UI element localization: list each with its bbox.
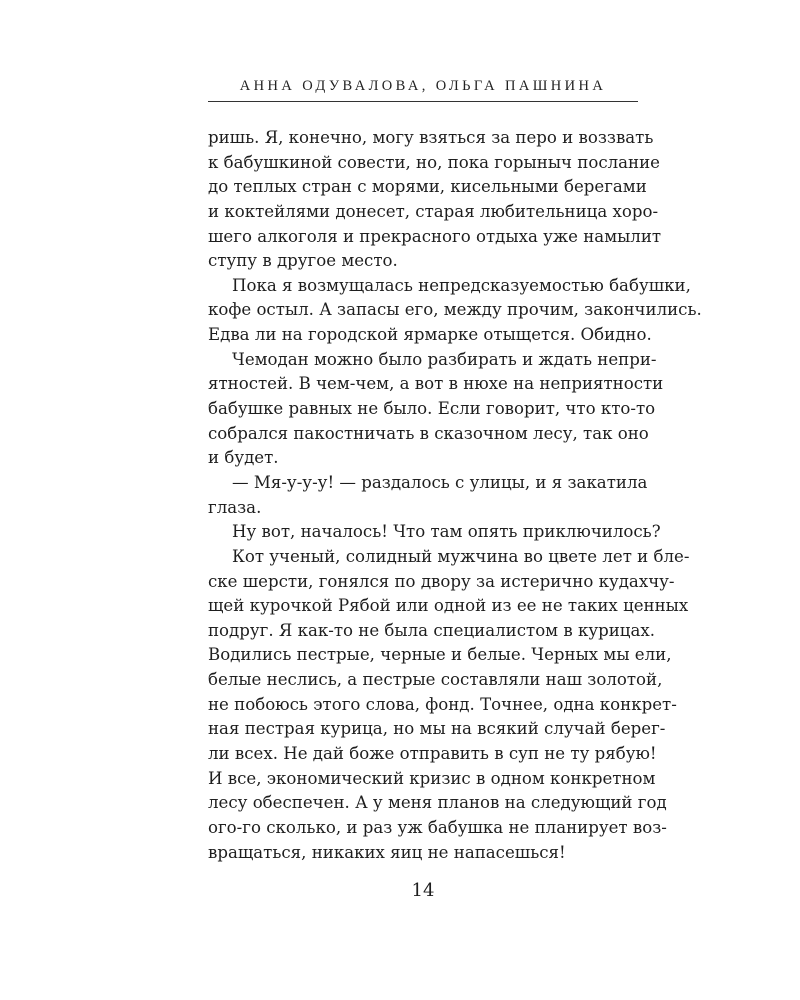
page-number: 14 [411, 880, 435, 901]
text-line: лесу обеспечен. А у меня планов на следующий год [208, 793, 667, 813]
running-head: АННА ОДУВАЛОВА, ОЛЬГА ПАШНИНА [239, 78, 607, 94]
text-line: ого-го сколько, и раз уж бабушка не планирует воз- [208, 817, 667, 837]
text-line: ли всех. Не дай боже отправить в суп не ту рябую! [208, 744, 657, 764]
text-line: ступу в другое место. [208, 251, 398, 271]
text-line: глаза. [208, 497, 262, 517]
text-line: белые неслись, а пестрые составляли наш золотой, [208, 670, 663, 690]
text-line: И все, экономический кризис в одном конкретном [208, 768, 656, 788]
text-line: Пока я возмущалась непредсказуемостью бабушки, [232, 275, 691, 295]
text-line: Водились пестрые, черные и белые. Черных мы ели, [208, 645, 672, 665]
text-line: ная пестрая курица, но мы на всякий случай берег- [208, 719, 666, 739]
text-line: шего алкоголя и прекрасного отдыха уже намылит [208, 226, 662, 246]
text-line: и коктейлями донесет, старая любительница хоро- [208, 201, 659, 221]
text-line: бабушке равных не было. Если говорит, что кто-то [208, 399, 656, 419]
text-line: до теплых стран с морями, кисельными берегами [208, 177, 647, 197]
header-rule [208, 101, 638, 102]
text-line: кофе остыл. А запасы его, между прочим, закончились. [208, 300, 702, 320]
text-line: Чемодан можно было разбирать и ждать непри- [232, 349, 657, 369]
text-line: не побоюсь этого слова, фонд. Точнее, одна конкрет- [208, 694, 677, 714]
text-body [208, 126, 702, 865]
text-line: подруг. Я как-то не была специалистом в курицах. [208, 620, 655, 640]
text-line: вращаться, никаких яиц не напасешься! [208, 842, 566, 862]
text-line: ришь. Я, конечно, могу взяться за перо и воззвать [208, 128, 654, 147]
text-line: Ну вот, началось! Что там опять приключилось? [232, 522, 661, 542]
text-line: ске шерсти, гонялся по двору за истерично кудахчу- [208, 571, 675, 591]
text-line: собрался пакостничать в сказочном лесу, так оно [208, 423, 649, 443]
text-line: и будет. [208, 448, 279, 468]
text-line: ятностей. В чем-чем, а вот в нюхе на неприятности [208, 374, 664, 394]
text-line: щей курочкой Рябой или одной из ее не таких ценных [208, 596, 689, 616]
text-line: Едва ли на городской ярмарке отыщется. Обидно. [208, 325, 652, 345]
text-line: к бабушкиной совести, но, пока горыныч послание [208, 152, 660, 172]
text-line: — Мя-у-у-у! — раздалось с улицы, и я закатила [232, 472, 648, 492]
text-line: Кот ученый, солидный мужчина во цвете лет и бле- [232, 546, 690, 566]
